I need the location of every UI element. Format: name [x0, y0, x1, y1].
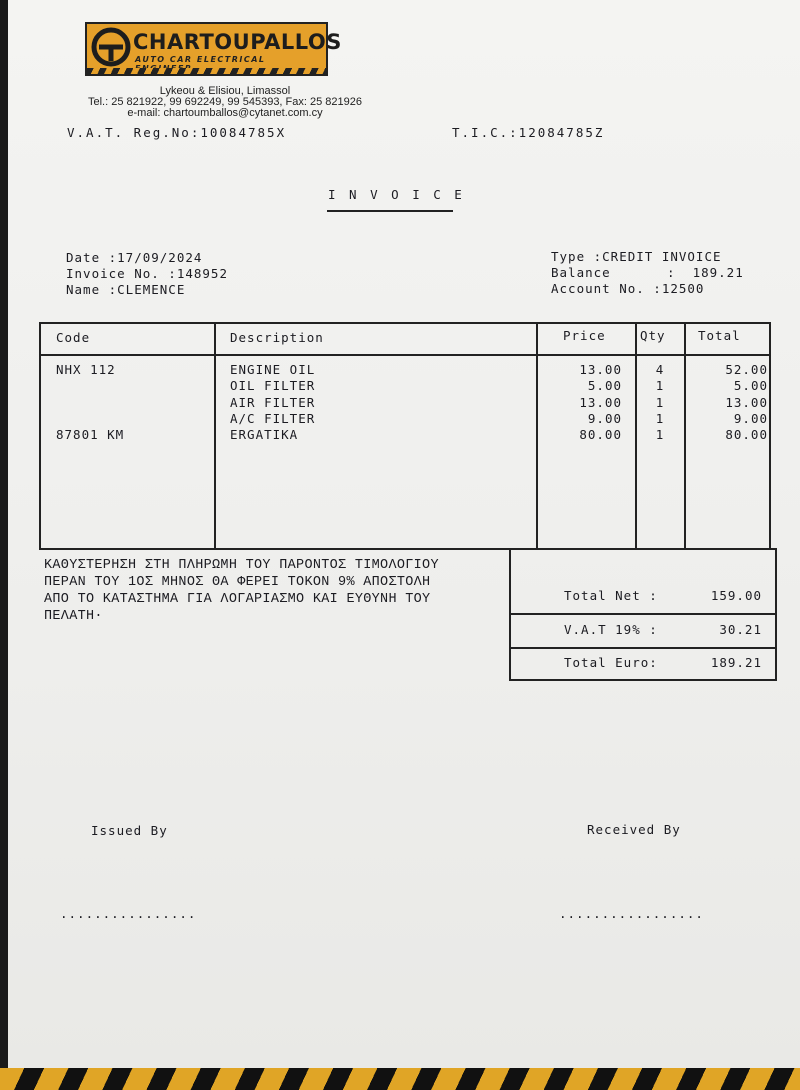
- row-description: ERGATIKA: [230, 427, 299, 443]
- row-description: ENGINE OIL: [230, 362, 316, 377]
- company-name: CHARTOUPALLOS: [133, 30, 342, 54]
- document-title: I N V O I C E: [328, 187, 465, 202]
- header-code: Code: [56, 330, 91, 345]
- issued-by-label: Issued By: [91, 823, 168, 838]
- header-description: Description: [230, 330, 324, 345]
- row-total: 52.00: [725, 362, 768, 377]
- vat-value: 30.21: [719, 622, 762, 637]
- balance-value: : 189.21: [667, 265, 744, 280]
- row-qty: 1: [655, 378, 665, 394]
- header-price: Price: [563, 328, 606, 343]
- row-total: 5.00: [733, 378, 768, 394]
- total-net-value: 159.00: [710, 588, 762, 603]
- received-by-signature-line: .................: [559, 906, 704, 921]
- row-price: 80.00: [579, 427, 622, 443]
- row-total: 13.00: [725, 394, 768, 410]
- logo-stripe: [87, 68, 326, 74]
- title-underline: [327, 210, 453, 212]
- row-qty: 1: [655, 410, 665, 426]
- row-price: 5.00: [587, 378, 622, 394]
- row-price: 13.00: [579, 394, 622, 410]
- bottom-hazard-stripe: [0, 1068, 800, 1090]
- row-price: 9.00: [587, 410, 622, 426]
- row-qty: 1: [655, 427, 665, 443]
- late-payment-notice: ΚΑΘΥΣΤΕΡΗΣΗ ΣΤΗ ΠΛΗΡΩΜΗ ΤΟΥ ΠΑΡΟΝΤΟΣ ΤΙΜΟΛΟΓΙΟΥ ΠΕΡΑΝ ΤΟΥ 1ΟΣ ΜΗΝΟΣ ΘΑ ΦΕΡΕΙ ΤΟΚΟΝ 9% ΑΠΟΣΤΟΛΗ ΑΠΟ ΤΟ ΚΑΤΑΣΤΗΜΑ ΓΙΑ ΛΟΓΑΡΙΑΣΜΟ ΚΑΙ ΕΥΘΥΝΗ ΤΟΥ ΠΕΛΑΤΗ·: [44, 558, 439, 624]
- account-number: Account No. :12500: [551, 281, 705, 296]
- vat-reg-number: V.A.T. Reg.No:10084785X: [67, 125, 287, 140]
- header-total: Total: [698, 328, 741, 343]
- issued-by-signature-line: ................: [60, 906, 197, 921]
- company-address: Lykeou & Elisiou, Limassol: [159, 85, 291, 97]
- row-code: NHX 112: [56, 362, 116, 377]
- row-qty: 1: [655, 394, 665, 410]
- customer-name: Name :CLEMENCE: [66, 282, 186, 297]
- total-euro-label: Total Euro:: [564, 655, 658, 670]
- company-tagline: AUTO CAR ELECTRICAL: [135, 55, 266, 64]
- header-qty: Qty: [640, 328, 666, 343]
- balance-label: Balance: [551, 265, 611, 280]
- company-phones: Tel.: 25 821922, 99 692249, 99 545393, Fax: 25 821926: [87, 96, 362, 108]
- tic-number: T.I.C.:12084785Z: [452, 125, 605, 140]
- invoice-number: Invoice No. :148952: [66, 266, 228, 281]
- row-price: 13.00: [579, 362, 622, 377]
- row-description: OIL FILTER: [230, 378, 316, 394]
- company-email: e-mail: chartoumballos@cytanet.com.cy: [127, 107, 323, 119]
- invoice-date: Date :17/09/2024: [66, 250, 203, 265]
- company-logo: [85, 22, 342, 76]
- total-net-label: Total Net :: [564, 588, 658, 603]
- received-by-label: Received By: [587, 822, 681, 837]
- row-total: 9.00: [733, 410, 768, 426]
- vat-label: V.A.T 19% :: [564, 622, 658, 637]
- invoice-type: Type :CREDIT INVOICE: [551, 249, 722, 264]
- row-description: A/C FILTER: [230, 410, 316, 426]
- row-code: 87801 KM: [56, 427, 125, 443]
- row-description: AIR FILTER: [230, 394, 316, 410]
- logo-emblem-icon: [91, 27, 131, 67]
- total-euro-value: 189.21: [710, 655, 762, 670]
- row-total: 80.00: [725, 427, 768, 443]
- row-qty: 4: [655, 362, 665, 377]
